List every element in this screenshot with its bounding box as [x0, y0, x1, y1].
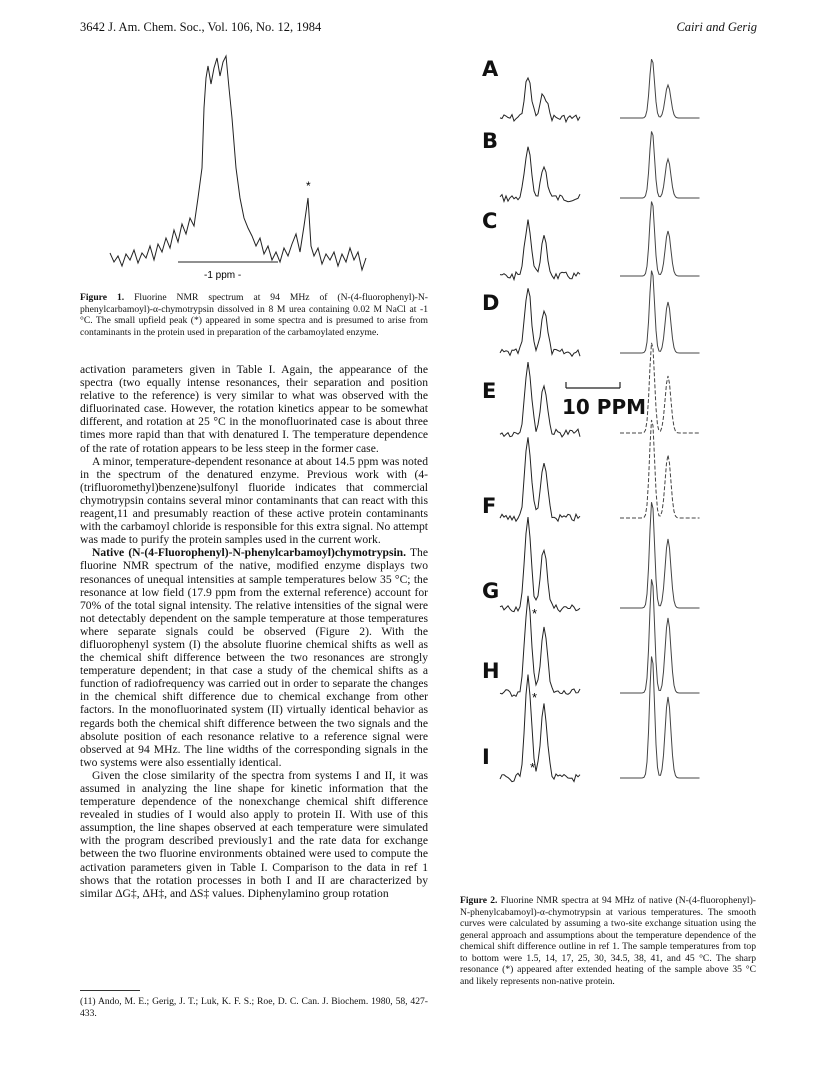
spectrum-letters [482, 57, 500, 769]
footnote-11: (11) Ando, M. E.; Gerig, J. T.; Luk, K. F. S.; Roe, D. C. Can. J. Biochem. 1980, 58, 427-433. [80, 996, 428, 1019]
simulated-trace-a [620, 59, 700, 118]
impurity-marker: * [306, 179, 311, 193]
figure-2-caption-label: Figure 2. [460, 895, 498, 906]
spectrum-letter-g: G [482, 579, 500, 603]
spectrum-letter-a: A [482, 57, 499, 81]
experimental-trace-i [500, 675, 580, 782]
section-heading-native: Native (N-(4-Fluorophenyl)-N-phenylcarbamoyl)chymotrypsin. [92, 546, 407, 560]
figure-2-spectra [470, 48, 770, 883]
experimental-trace-g [500, 517, 580, 612]
simulated-trace-f [620, 420, 700, 518]
paragraph-activation: activation parameters given in Table I. Again, the appearance of the spectra (two equally intense resonances, their separation and position relative to the reference) is very similar to what was observed with the difluorinated case. However, the rotation kinetics appear to be somewhat different, and rotation at 25 °C in the monofluorinated case is about three times more rapid than that with denatured I. The temperature dependence of the rate of rotation appears to be less steep in the former case. [80, 363, 428, 455]
spectrum-letter-f: F [482, 494, 497, 518]
paragraph-native [80, 546, 428, 769]
paragraph-similarity: Given the close similarity of the spectra from systems I and II, it was assumed in analyzing the line shape for kinetic information that the temperature dependence of the nonexchange chemical shift difference revealed in studies of I would also apply to protein II. With use of this assumption, the line shapes observed at each temperature were simulated with the program described previously1 and the rate data for exchange between the two fluorine environments obtained were used to compute the activation parameters given in Table I. Comparison to the data in ref 1 shows that the rotation processes in both I and II are characterized by similar ΔG‡, ΔH‡, and ΔS‡ values. Diphenylamino group rotation [80, 768, 428, 900]
experimental-traces [500, 78, 580, 782]
running-header-journal: 3642 J. Am. Chem. Soc., Vol. 106, No. 12, 1984 [80, 20, 322, 34]
experimental-trace-a [500, 78, 580, 122]
figure-1-trace [110, 56, 366, 270]
spectrum-letter-e: E [482, 379, 497, 403]
paragraph-minor-resonance: A minor, temperature-dependent resonance at about 14.5 ppm was noted in the spectrum of the denatured enzyme. Previous work with (4-(trifluoromethyl)benzene)sulfonyl fluoride indicates that commercial chymotrypsin contains several minor contaminants that can react with this reagent,11 and presumably reaction of these active protein contaminants with the carbamoyl chloride is responsible for this extra signal. No attempt was made to purify the protein samples used in the current work. [80, 454, 428, 547]
figure-2-caption-text: Fluorine NMR spectra at 94 MHz of native (N-(4-fluorophenyl)-N-phenylcabamoyl)-α-chymotrypsin at various temperatures. The smooth curves were calculated by assuming a two-site exchange situation using the general approach and assumptions about the temperature dependence of the chemical shift difference outline in ref 1. The sample temperatures from top to bottom were 1.5, 14, 17, 25, 30, 34.5, 38, 41, and 45 °C. The sharp resonance (*) appeared after extended heating of the sample above 35 °C and likely represents non-native protein. [460, 895, 756, 987]
ppm-scale-bar [562, 382, 646, 419]
spectrum-letter-h: H [482, 659, 500, 683]
spectrum-letter-c: C [482, 209, 498, 233]
body-text [80, 363, 428, 900]
spectrum-letter-d: D [482, 291, 500, 315]
figure-1-spectrum [108, 48, 370, 288]
sharp-resonance-marker-g: * [532, 606, 538, 621]
figure-1-caption-text: Fluorine NMR spectrum at 94 MHz of (N-(4-fluorophenyl)-N-phenylcarbamoyl)-α-chymotrypsin dissolved in 8 M urea containing 0.02 M NaCl at -1 °C. The small upfield peak (*) appeared in some spectra and is presumed to arise from contaminants in the protein used in preparation of the carbamoylated enzyme. [80, 292, 428, 338]
simulated-trace-i [620, 657, 700, 779]
spectrum-letter-i: I [482, 745, 490, 769]
ppm-scale-label: 10 PPM [562, 395, 647, 419]
running-header-authors: Cairi and Gerig [676, 20, 757, 34]
sharp-resonance-marker-i: * [530, 760, 536, 775]
figure-2-caption [460, 895, 756, 987]
simulated-trace-d [620, 271, 700, 353]
figure-1-caption [80, 292, 428, 338]
experimental-trace-c [500, 220, 580, 280]
figure-1-caption-label: Figure 1. [80, 292, 125, 303]
simulated-trace-c [620, 202, 700, 277]
experimental-trace-d [500, 288, 580, 356]
paragraph-native-text: The fluorine NMR spectrum of the native, modified enzyme displays two resonances of unequal intensities at sample temperatures below 35 °C; the resonance at low field (17.9 ppm from the external reference) account for 70% of the total signal intensity. The relative intensities of the signal were not detectably dependent on the sample temperature at those temperatures where separate signals could be observed (Figure 2). With the difluorophenyl system (I) the absolute fluorine chemical shifts as well as the chemical shift difference between the two resonances are strongly temperature dependent; in that case a study of the chemical shifts as a function of radiofrequency was carried out in order to separate the changes in the chemical shift difference due to chemical exchange from other factors. In the monofluorinated system (II) virtually identical behavior as regards both the chemical shift difference between the two signals and the absolute position of each resonance relative to a reference signal were observed at 94 MHz. The line widths of the corresponding signals in the two systems were also essentially identical. [80, 546, 428, 769]
simulated-trace-h [620, 579, 700, 693]
experimental-trace-b [500, 147, 580, 202]
simulated-trace-e [620, 343, 700, 433]
experimental-trace-f [500, 437, 580, 521]
simulated-trace-b [620, 131, 700, 198]
figure-1-scale-label: -1 ppm - [204, 270, 242, 281]
footnote-rule [80, 990, 140, 991]
sharp-resonance-marker-h: * [532, 690, 538, 705]
spectrum-letter-b: B [482, 129, 499, 153]
